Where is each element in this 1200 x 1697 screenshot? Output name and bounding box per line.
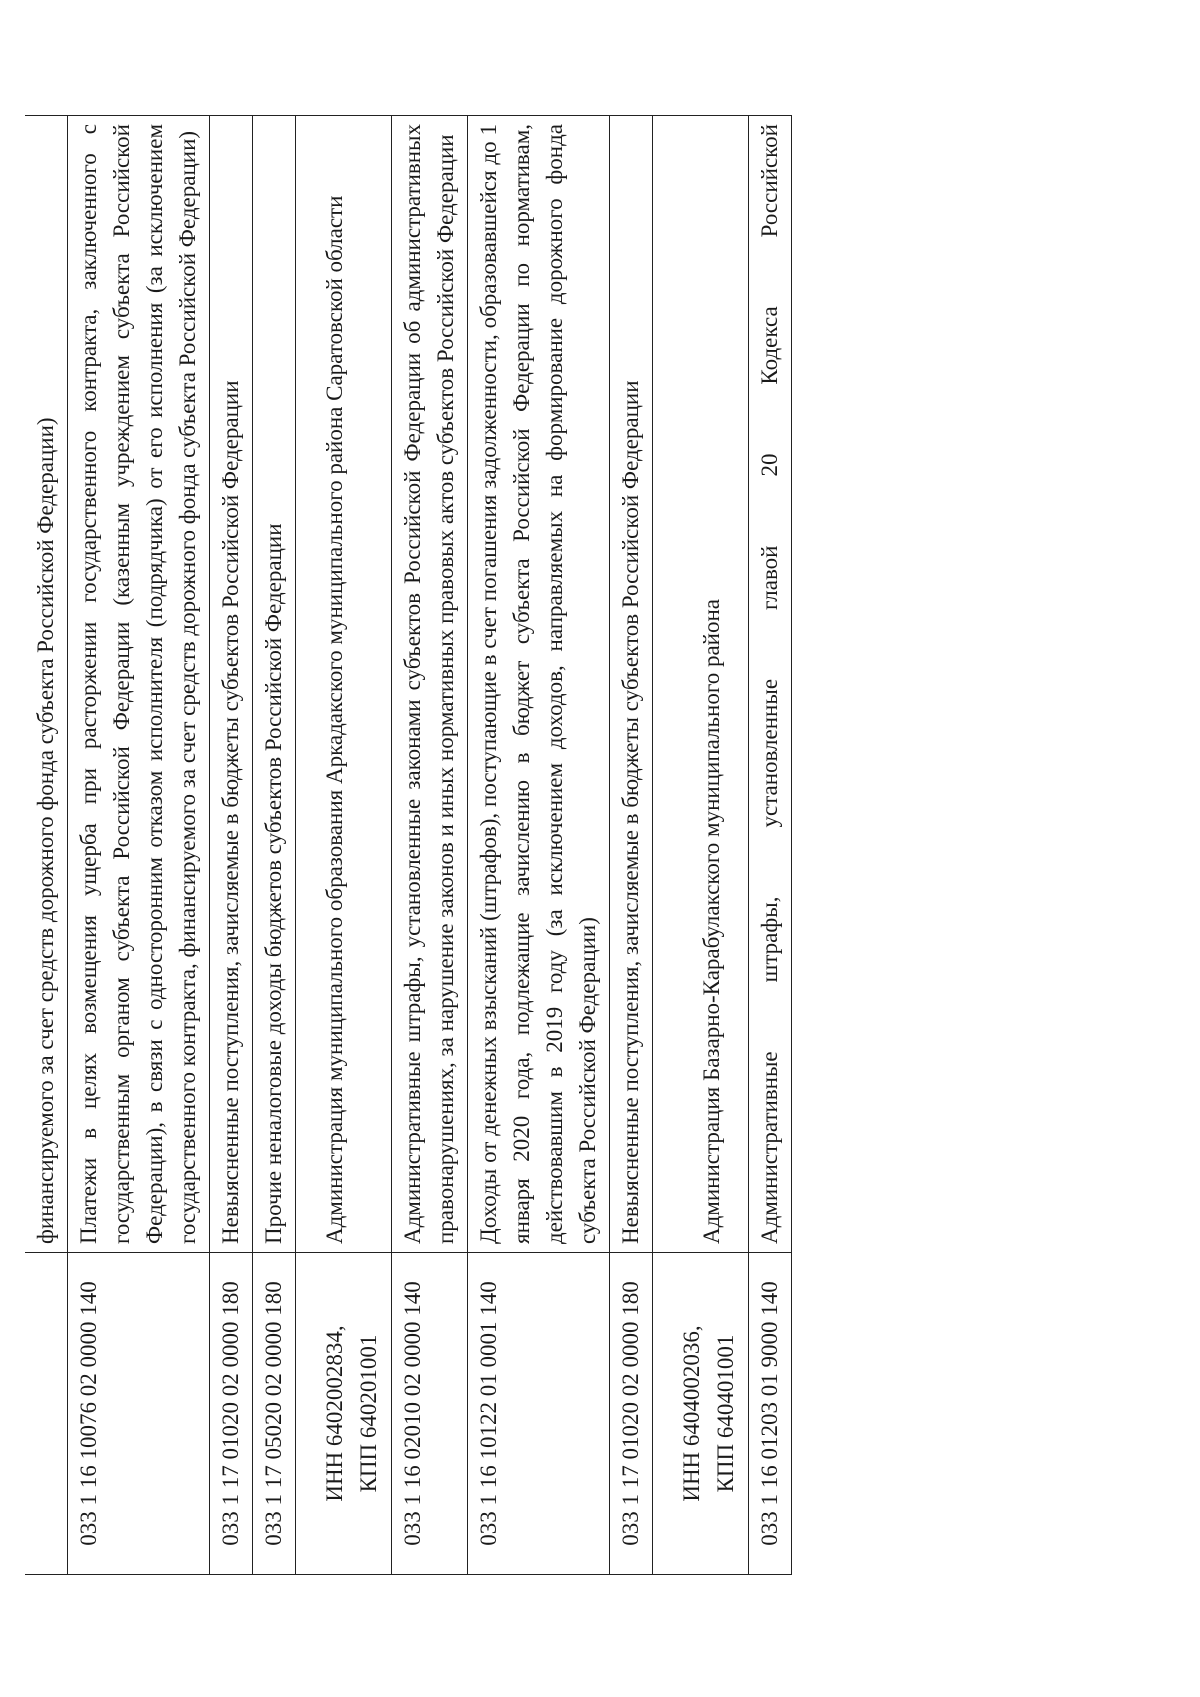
kpp-line: КПП 640401001 [713, 1334, 738, 1493]
code-cell: 033 1 16 10076 02 0000 140 [68, 1253, 210, 1575]
administrator-name-cell [296, 116, 392, 1253]
table-row [210, 116, 253, 1575]
description-cell: Невыясненные поступления, зачисляемые в бюджеты субъектов Российской Федерации [210, 116, 253, 1253]
description-cell: Платежи в целях возмещения ущерба при расторжении государственного контракта, заключенного с государственным органом субъекта Российской Федерации (казенным учреждением субъекта Российской Федерации), в связи с односторонним отказом исполнителя (подрядчика) от его исполнения (за исключением государственного контракта, финансируемого за счет средств дорожного фонда субъекта Российской Федерации) [68, 116, 210, 1253]
code-cell: 033 1 16 02010 02 0000 140 [392, 1253, 468, 1575]
description-cell: Прочие неналоговые доходы бюджетов субъектов Российской Федерации [253, 116, 296, 1253]
inn-kpp-cell [653, 1253, 749, 1575]
table-row [468, 116, 610, 1575]
administrator-row [653, 116, 749, 1575]
table-row [68, 116, 210, 1575]
revenue-codes-table [25, 115, 792, 1575]
inn-line: ИНН 6404002036, [679, 1325, 704, 1502]
description-cell: Доходы от денежных взысканий (штрафов), поступающие в счет погашения задолженности, образовавшейся до 1 января 2020 года, подлежащие зачислению в бюджет субъекта Российской Федерации по нормативам, действовавшим в 2019 году (за исключением доходов, направляемых на формирование дорожного фонда субъекта Российской Федерации) [468, 116, 610, 1253]
inn-kpp-cell [296, 1253, 392, 1575]
table-row [610, 116, 653, 1575]
table-row [392, 116, 468, 1575]
description-cell: Административные штрафы, установленные законами субъектов Российской Федерации об административных правонарушениях, за нарушение законов и иных нормативных правовых актов субъектов Российской Федерации [392, 116, 468, 1253]
administrator-row [296, 116, 392, 1575]
code-cell: 033 1 16 10122 01 0001 140 [468, 1253, 610, 1575]
code-cell: 033 1 17 01020 02 0000 180 [610, 1253, 653, 1575]
kpp-line: КПП 640201001 [356, 1334, 381, 1493]
rotated-page [25, 115, 1160, 1575]
table-row [253, 116, 296, 1575]
administrator-name: Администрация муниципального образования Аркадакского муниципального района Саратовской области [322, 195, 347, 1244]
code-cell: 033 1 17 05020 02 0000 180 [253, 1253, 296, 1575]
description-cell: финансируемого за счет средств дорожного фонда субъекта Российской Федерации) [25, 116, 68, 1253]
code-cell [25, 1253, 68, 1575]
table-row [749, 116, 792, 1575]
administrator-name-cell [653, 116, 749, 1253]
code-cell: 033 1 16 01203 01 9000 140 [749, 1253, 792, 1575]
description-cell: Административные штрафы, установленные главой 20 Кодекса Российской [749, 116, 792, 1253]
table-row [25, 116, 68, 1575]
description-cell: Невыясненные поступления, зачисляемые в бюджеты субъектов Российской Федерации [610, 116, 653, 1253]
administrator-name: Администрация Базарно-Карабулакского муниципального района [699, 599, 724, 1244]
code-cell: 033 1 17 01020 02 0000 180 [210, 1253, 253, 1575]
inn-line: ИНН 6402002834, [322, 1325, 347, 1502]
